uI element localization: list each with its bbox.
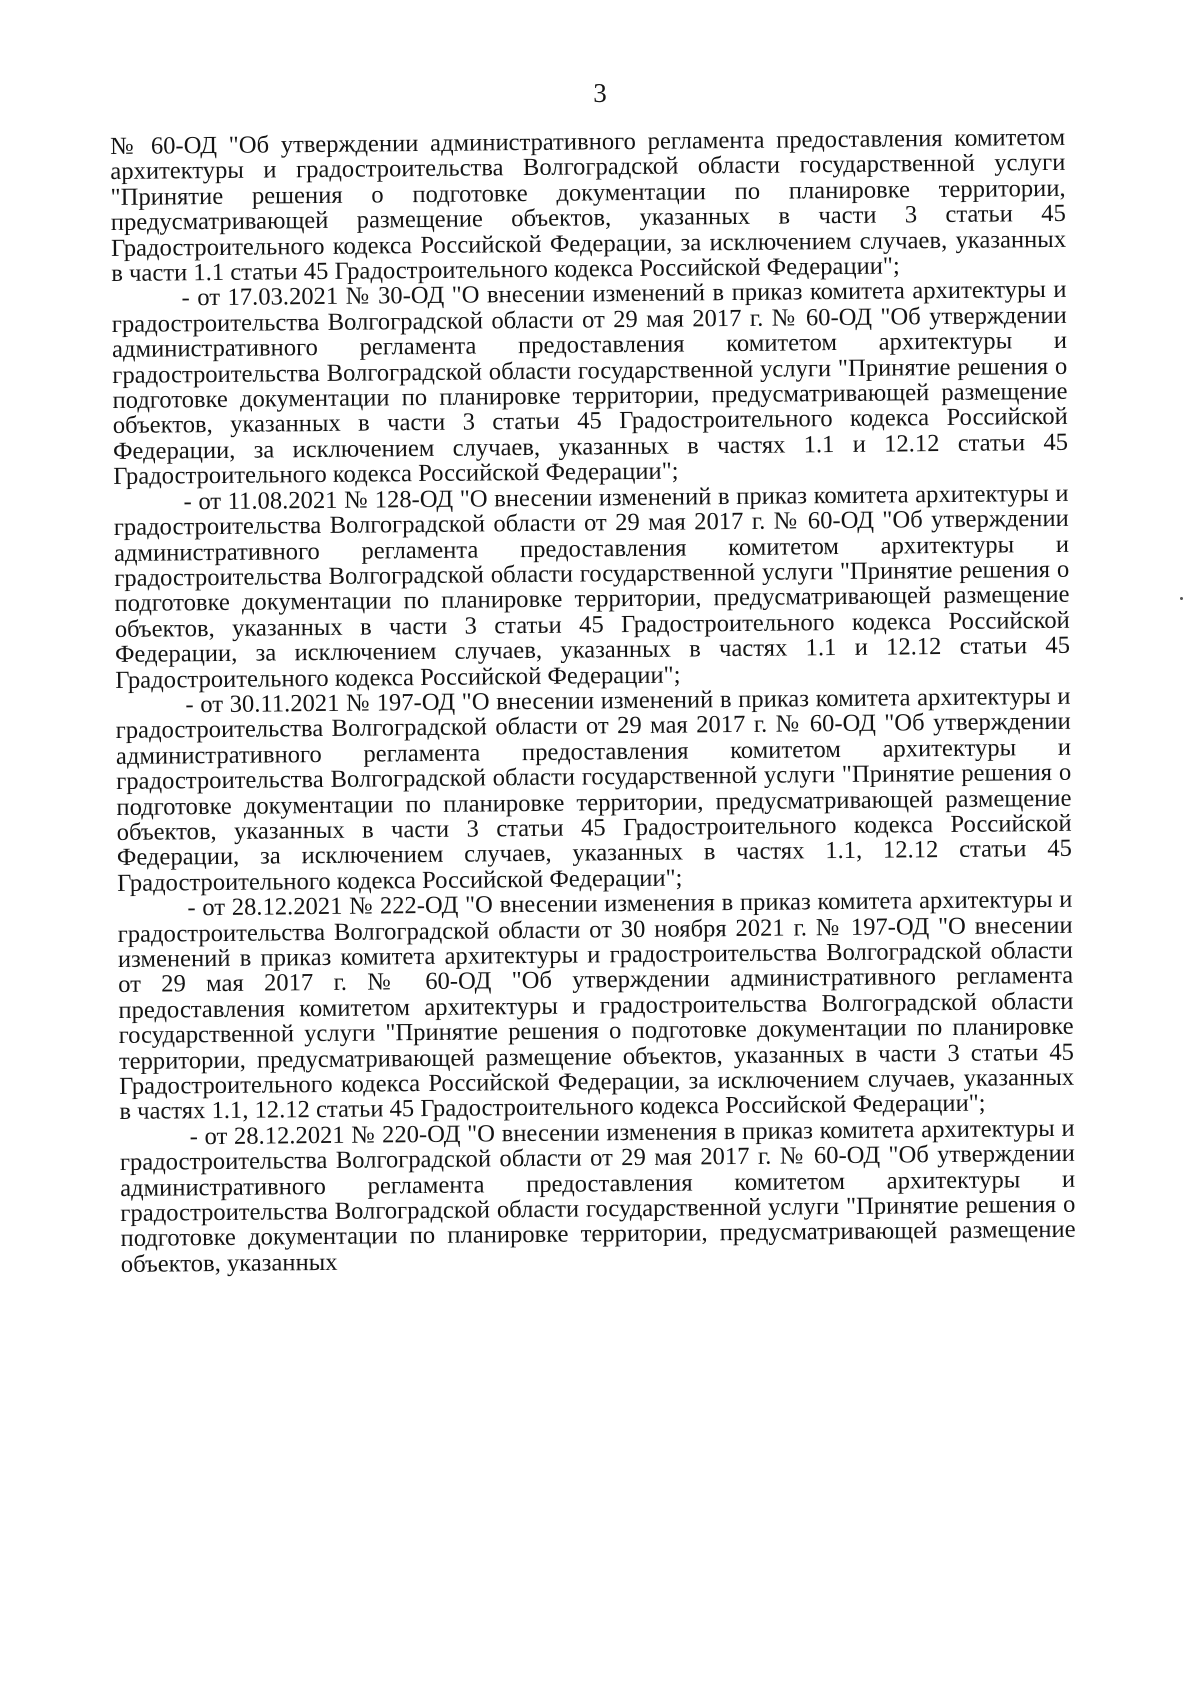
page-number: 3 — [593, 78, 607, 108]
scan-speck — [1180, 597, 1183, 600]
list-item-order-220-od: - от 28.12.2021 № 220-ОД "О внесении изменения в приказ комитета архитектуры и градостроительства Волгоградской области от 29 мая 2017 г. № 60-ОД "Об утверждении административного регламента предоставления комитетом архитектуры и градостроительства Волгоградской области государственной услуги "Принятие решения о подготовке документации по планировке территории, предусматривающей размещение объектов, указанных — [119, 1114, 1076, 1278]
document-body — [110, 125, 1076, 1277]
list-item-order-128-od: - от 11.08.2021 № 128-ОД "О внесении изменений в приказ комитета архитектуры и градостроительства Волгоградской области от 29 мая 2017 г. № 60-ОД "Об утверждении административного регламента предоставления комитетом архитектуры и градостроительства Волгоградской области государственной услуги "Принятие решения о подготовке документации по планировке территории, предусматривающей размещение объектов, указанных в части 3 статьи 45 Градостроительного кодекса Российской Федерации, за исключением случаев, указанных в частях 1.1 и 12.12 статьи 45 Градостроительного кодекса Российской Федерации"; — [113, 479, 1071, 694]
list-item-order-197-od: - от 30.11.2021 № 197-ОД "О внесении изменений в приказ комитета архитектуры и градостроительства Волгоградской области от 29 мая 2017 г. № 60-ОД "Об утверждении административного регламента предоставления комитетом архитектуры и градостроительства Волгоградской области государственной услуги "Принятие решения о подготовке документации по планировке территории, предусматривающей размещение объектов, указанных в части 3 статьи 45 Градостроительного кодекса Российской Федерации, за исключением случаев, указанных в частях 1.1, 12.12 статьи 45 Градостроительного кодекса Российской Федерации"; — [115, 682, 1073, 897]
list-item-order-30-od: - от 17.03.2021 № 30-ОД "О внесении изменений в приказ комитета архитектуры и градостроительства Волгоградской области от 29 мая 2017 г. № 60-ОД "Об утверждении административного регламента предоставления комитетом архитектуры и градостроительства Волгоградской области государственной услуги "Принятие решения о подготовке документации по планировке территории, предусматривающей размещение объектов, указанных в части 3 статьи 45 Градостроительного кодекса Российской Федерации, за исключением случаев, указанных в частях 1.1 и 12.12 статьи 45 Градостроительного кодекса Российской Федерации"; — [111, 276, 1069, 491]
paragraph-continuation: № 60-ОД "Об утверждении административного регламента предоставления комитетом архитектуры и градостроительства Волгоградской области государственной услуги "Принятие решения о подготовке документации по планировке территории, предусматривающей размещение объектов, указанных в части 3 статьи 45 Градостроительного кодекса Российской Федерации, за исключением случаев, указанных в части 1.1 статьи 45 Градостроительного кодекса Российской Федерации"; — [109, 123, 1067, 288]
list-item-order-222-od: - от 28.12.2021 № 222-ОД "О внесении изменения в приказ комитета архитектуры и градостроительства Волгоградской области от 30 ноября 2021 г. № 197-ОД "О внесении изменений в приказ комитета архитектуры и градостроительства Волгоградской области от 29 мая 2017 г. № 60-ОД "Об утверждении административного регламента предоставления комитетом архитектуры и градостроительства Волгоградской области государственной услуги "Принятие решения о подготовке документации по планировке территории, предусматривающей размещение объектов, указанных в части 3 статьи 45 Градостроительного кодекса Российской Федерации, за исключением случаев, указанных в частях 1.1, 12.12 статьи 45 Градостроительного кодекса Российской Федерации"; — [117, 885, 1075, 1126]
